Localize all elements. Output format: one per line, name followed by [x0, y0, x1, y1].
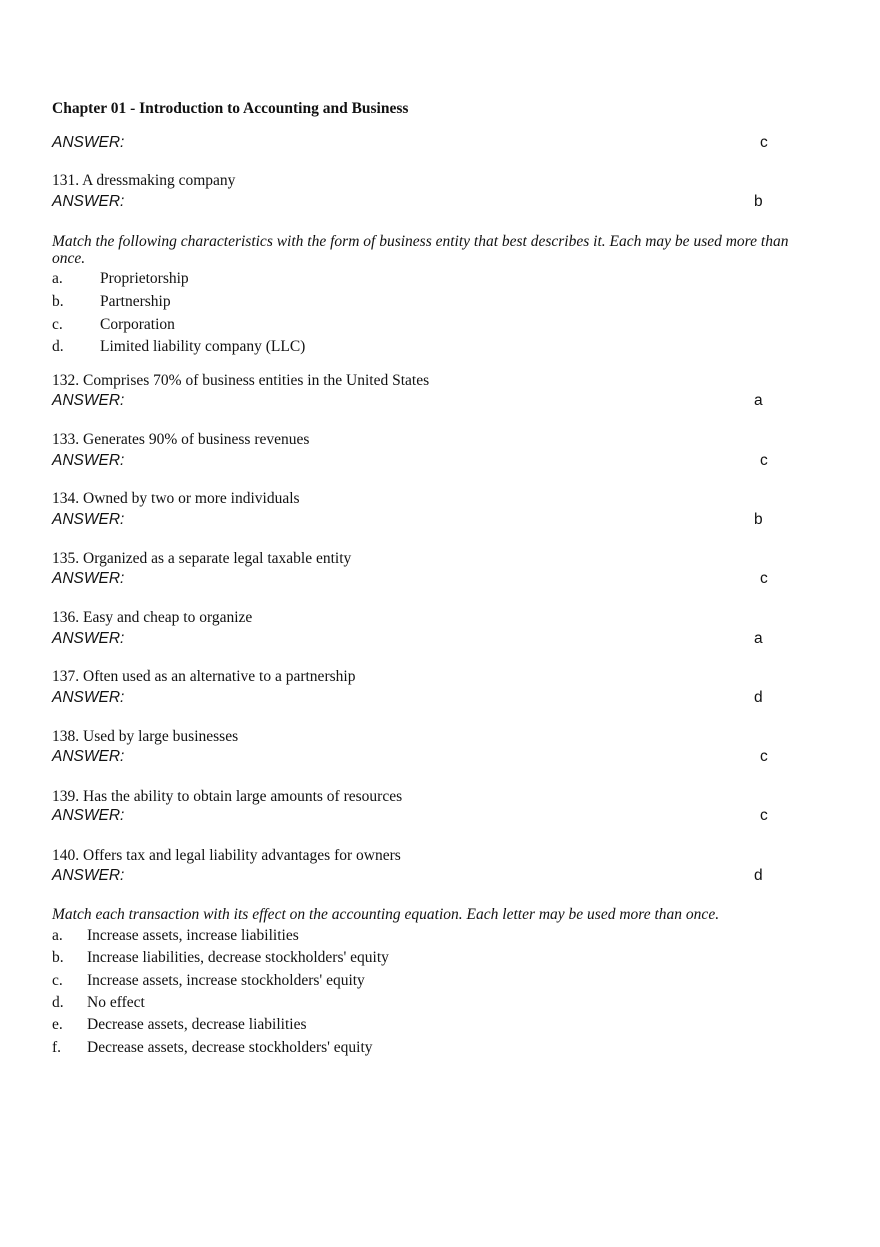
option-item — [52, 927, 299, 945]
option-text: Decrease assets, decrease liabilities — [87, 1016, 307, 1033]
option-letter: d. — [52, 338, 64, 355]
answer-row — [52, 511, 792, 531]
option-text: Increase assets, increase stockholders' equity — [87, 972, 365, 989]
option-text: Proprietorship — [100, 270, 189, 287]
option-letter: a. — [52, 927, 63, 944]
question-item: 140. Offers tax and legal liability advantages for owners — [52, 847, 401, 864]
answer-row — [52, 570, 792, 590]
answer-value: c — [760, 570, 768, 587]
answer-value: a — [754, 392, 763, 409]
option-item — [52, 1016, 306, 1034]
answer-row — [52, 134, 792, 154]
option-item — [52, 338, 305, 356]
option-item — [52, 994, 145, 1012]
question-item: 139. Has the ability to obtain large amounts of resources — [52, 788, 403, 805]
answer-value: b — [754, 193, 763, 210]
answer-value: d — [754, 867, 763, 884]
question-item: 135. Organized as a separate legal taxable entity — [52, 550, 352, 567]
answer-value: a — [754, 630, 763, 647]
option-item — [52, 270, 189, 288]
chapter-title: Chapter 01 - Introduction to Accounting and Business — [52, 100, 409, 117]
answer-label: ANSWER: — [52, 392, 125, 409]
answer-value: c — [760, 807, 768, 824]
option-item — [52, 293, 171, 311]
option-letter: f. — [52, 1039, 62, 1056]
answer-label: ANSWER: — [52, 867, 125, 884]
answer-value: d — [754, 689, 763, 706]
answer-row — [52, 392, 792, 412]
option-text: Limited liability company (LLC) — [100, 338, 306, 355]
question-131: 131. A dressmaking company — [52, 172, 236, 189]
question-item: 136. Easy and cheap to organize — [52, 609, 253, 626]
answer-label: ANSWER: — [52, 748, 125, 765]
matching-instruction: Match the following characteristics with the form of business entity that best describes it. Each may be used more than once. — [52, 233, 789, 267]
answer-row — [52, 867, 792, 887]
answer-value: c — [760, 134, 768, 151]
answer-label: ANSWER: — [52, 452, 125, 469]
answer-label: ANSWER: — [52, 193, 125, 210]
question-item: 137. Often used as an alternative to a partnership — [52, 668, 356, 685]
option-text: No effect — [87, 994, 145, 1011]
option-letter: c. — [52, 972, 63, 989]
answer-value: c — [760, 452, 768, 469]
option-item — [52, 972, 365, 990]
answer-label: ANSWER: — [52, 807, 125, 824]
option-item — [52, 316, 175, 334]
option-text: Increase assets, increase liabilities — [87, 927, 299, 944]
option-item — [52, 1039, 373, 1057]
option-text: Increase liabilities, decrease stockholders' equity — [87, 949, 389, 966]
answer-label: ANSWER: — [52, 134, 125, 151]
answer-label: ANSWER: — [52, 570, 125, 587]
answer-label: ANSWER: — [52, 511, 125, 528]
answer-row — [52, 452, 792, 472]
answer-row — [52, 193, 792, 213]
answer-row — [52, 630, 792, 650]
option-letter: b. — [52, 949, 64, 966]
option-letter: c. — [52, 316, 63, 333]
answer-value: c — [760, 748, 768, 765]
question-item: 132. Comprises 70% of business entities in the United States — [52, 372, 430, 389]
matching-instruction: Match each transaction with its effect on the accounting equation. Each letter may be used more than once. — [52, 906, 720, 923]
option-item — [52, 949, 389, 967]
answer-row — [52, 689, 792, 709]
answer-label: ANSWER: — [52, 630, 125, 647]
option-text: Decrease assets, decrease stockholders' equity — [87, 1039, 373, 1056]
answer-row — [52, 748, 792, 768]
option-letter: d. — [52, 994, 64, 1011]
question-item: 134. Owned by two or more individuals — [52, 490, 300, 507]
option-text: Partnership — [100, 293, 171, 310]
answer-value: b — [754, 511, 763, 528]
answer-label: ANSWER: — [52, 689, 125, 706]
option-letter: e. — [52, 1016, 63, 1033]
answer-row — [52, 807, 792, 827]
option-text: Corporation — [100, 316, 175, 333]
question-item: 138. Used by large businesses — [52, 728, 239, 745]
option-letter: a. — [52, 270, 63, 287]
option-letter: b. — [52, 293, 64, 310]
question-item: 133. Generates 90% of business revenues — [52, 431, 310, 448]
